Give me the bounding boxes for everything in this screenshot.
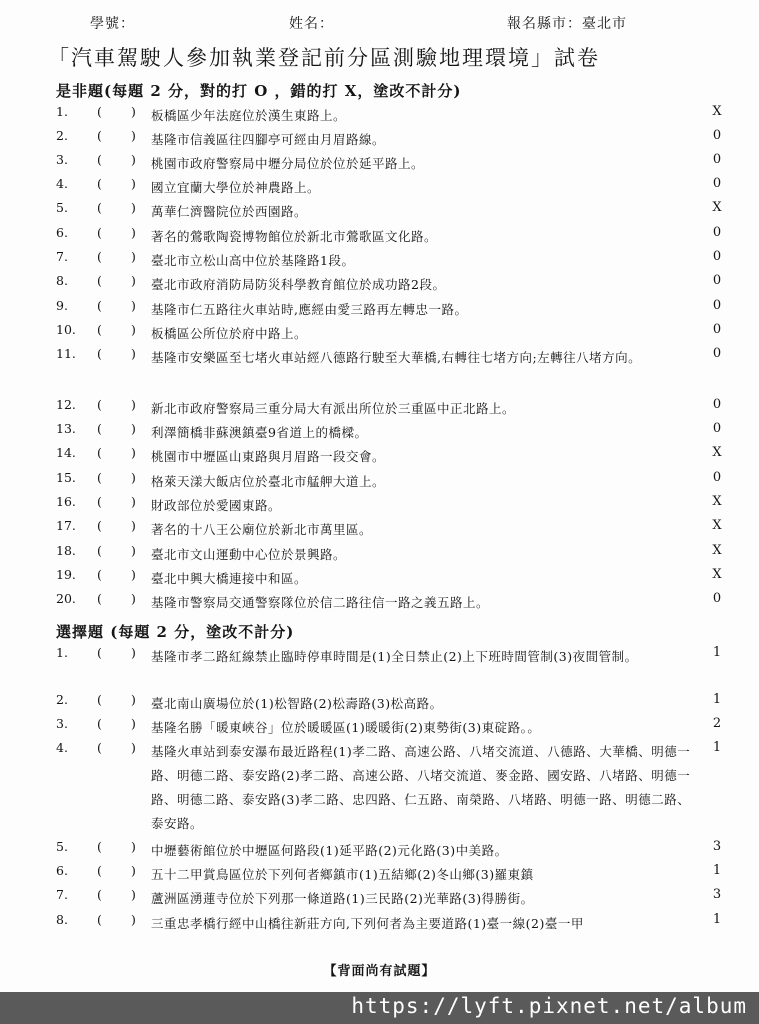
question-number: 5. bbox=[56, 839, 68, 854]
question-text: 臺北市立松山高中位於基隆路1段。 bbox=[151, 253, 355, 268]
answer-key: 1 bbox=[712, 863, 722, 878]
question-text: 基隆火車站到泰安瀑布最近路程(1)孝二路、高速公路、八堵交流道、八德路、大華橋、明德一路、明德二路、泰安路(2)孝二路、高速公路、八堵交流道、麥金路、國安路、八堵路、明德一路、明德二路、泰安路(3)孝二路、忠四路、仁五路、南榮路、八堵路、明德一路、明德二路、泰安路。 bbox=[151, 744, 691, 831]
answer-blank-close-paren: ) bbox=[131, 273, 136, 288]
answer-blank[interactable] bbox=[97, 518, 141, 533]
answer-blank[interactable] bbox=[97, 128, 141, 143]
county-label: 報名縣市：臺北市 bbox=[507, 16, 627, 32]
question-number: 8. bbox=[56, 912, 68, 927]
answer-blank[interactable] bbox=[97, 104, 141, 119]
question-number: 9. bbox=[56, 298, 68, 313]
answer-blank[interactable] bbox=[97, 716, 141, 731]
answer-blank[interactable] bbox=[97, 421, 141, 436]
question-text: 臺北市文山運動中心位於景興路。 bbox=[151, 547, 347, 562]
answer-blank-open-paren: ( bbox=[97, 200, 102, 215]
question-number: 1. bbox=[56, 645, 68, 660]
question-number: 4. bbox=[56, 176, 68, 191]
answer-blank-open-paren: ( bbox=[97, 887, 102, 902]
answer-blank-open-paren: ( bbox=[97, 543, 102, 558]
answer-blank-close-paren: ) bbox=[131, 152, 136, 167]
question-text: 桃園市中壢區山東路與月眉路一段交會。 bbox=[151, 449, 386, 464]
answer-blank-open-paren: ( bbox=[97, 397, 102, 412]
question-number: 17. bbox=[56, 518, 76, 533]
question-text: 蘆洲區湧蓮寺位於下列那一條道路(1)三民路(2)光華路(3)得勝街。 bbox=[151, 891, 534, 906]
answer-blank[interactable] bbox=[97, 839, 141, 854]
answer-key: X bbox=[712, 445, 722, 460]
question-number: 1. bbox=[56, 104, 68, 119]
question-text: 基隆名勝「暖東峽谷」位於暖暖區(1)暖暖街(2)東勢街(3)東碇路。。 bbox=[151, 720, 541, 735]
question-number: 16. bbox=[56, 494, 76, 509]
answer-key: 0 bbox=[712, 591, 722, 606]
answer-key: X bbox=[712, 200, 722, 215]
answer-key: 0 bbox=[712, 322, 722, 337]
question-text: 利澤簡橋非蘇澳鎮臺9省道上的橋樑。 bbox=[151, 425, 368, 440]
answer-blank-close-paren: ) bbox=[131, 346, 136, 361]
answer-key: 3 bbox=[712, 839, 722, 854]
question-number: 14. bbox=[56, 445, 76, 460]
question-number: 7. bbox=[56, 887, 68, 902]
answer-key: 1 bbox=[712, 740, 722, 755]
question-text: 財政部位於愛國東路。 bbox=[151, 498, 282, 513]
question-text: 基隆市孝二路紅線禁止臨時停車時間是(1)全日禁止(2)上下班時間管制(3)夜間管制。 bbox=[151, 649, 638, 664]
answer-blank[interactable] bbox=[97, 494, 141, 509]
answer-blank[interactable] bbox=[97, 591, 141, 606]
question-text: 臺北南山廣場位於(1)松智路(2)松壽路(3)松高路。 bbox=[151, 696, 443, 711]
back-page-notice: 【背面尚有試題】 bbox=[323, 964, 436, 979]
question-number: 2. bbox=[56, 128, 68, 143]
answer-blank-open-paren: ( bbox=[97, 176, 102, 191]
answer-blank[interactable] bbox=[97, 567, 141, 582]
question-text: 板橋區少年法庭位於漢生東路上。 bbox=[151, 108, 347, 123]
answer-blank-open-paren: ( bbox=[97, 104, 102, 119]
answer-blank-close-paren: ) bbox=[131, 249, 136, 264]
answer-blank-open-paren: ( bbox=[97, 839, 102, 854]
answer-blank-open-paren: ( bbox=[97, 494, 102, 509]
answer-blank[interactable] bbox=[97, 397, 141, 412]
answer-blank-open-paren: ( bbox=[97, 128, 102, 143]
answer-blank-close-paren: ) bbox=[131, 298, 136, 313]
question-text: 國立宜蘭大學位於神農路上。 bbox=[151, 180, 321, 195]
question-text: 板橋區公所位於府中路上。 bbox=[151, 326, 308, 341]
answer-blank[interactable] bbox=[97, 740, 141, 755]
answer-blank-open-paren: ( bbox=[97, 152, 102, 167]
answer-key: 1 bbox=[712, 645, 722, 660]
answer-blank-close-paren: ) bbox=[131, 567, 136, 582]
question-text: 格萊天漾大飯店位於臺北市艋舺大道上。 bbox=[151, 474, 386, 489]
answer-key: X bbox=[712, 567, 722, 582]
answer-blank-close-paren: ) bbox=[131, 591, 136, 606]
answer-blank-open-paren: ( bbox=[97, 716, 102, 731]
question-number: 8. bbox=[56, 273, 68, 288]
answer-key: X bbox=[712, 518, 722, 533]
answer-key: X bbox=[712, 104, 722, 119]
answer-blank-close-paren: ) bbox=[131, 887, 136, 902]
answer-key: 0 bbox=[712, 298, 722, 313]
answer-key: 0 bbox=[712, 273, 722, 288]
answer-blank[interactable] bbox=[97, 445, 141, 460]
answer-blank-close-paren: ) bbox=[131, 912, 136, 927]
watermark-url: https://lyft.pixnet.net/album bbox=[351, 994, 747, 1018]
name-label: 姓名： bbox=[289, 16, 334, 32]
answer-blank[interactable] bbox=[97, 863, 141, 878]
answer-blank[interactable] bbox=[97, 298, 141, 313]
question-number: 6. bbox=[56, 863, 68, 878]
question-text: 基隆市信義區往四腳亭可經由月眉路線。 bbox=[151, 132, 386, 147]
answer-blank[interactable] bbox=[97, 273, 141, 288]
question-text: 基隆市安樂區至七堵火車站經八德路行駛至大華橋,右轉往七堵方向;左轉往八堵方向。 bbox=[151, 350, 642, 365]
question-text: 新北市政府警察局三重分局大有派出所位於三重區中正北路上。 bbox=[151, 401, 516, 416]
answer-blank-close-paren: ) bbox=[131, 716, 136, 731]
answer-blank[interactable] bbox=[97, 152, 141, 167]
question-number: 20. bbox=[56, 591, 76, 606]
answer-blank[interactable] bbox=[97, 912, 141, 927]
answer-blank-close-paren: ) bbox=[131, 645, 136, 660]
question-number: 10. bbox=[56, 322, 76, 337]
question-text: 基隆市警察局交通警察隊位於信二路往信一路之義五路上。 bbox=[151, 595, 490, 610]
question-text: 萬華仁濟醫院位於西園路。 bbox=[151, 204, 308, 219]
true-false-heading: 是非題(每題 2 分，對的打 O ，錯的打 X，塗改不計分) bbox=[56, 82, 462, 100]
question-number: 7. bbox=[56, 249, 68, 264]
answer-key: 0 bbox=[712, 470, 722, 485]
answer-blank-open-paren: ( bbox=[97, 421, 102, 436]
question-text: 臺北中興大橋連接中和區。 bbox=[151, 571, 308, 586]
answer-key: 2 bbox=[712, 716, 722, 731]
answer-blank[interactable] bbox=[97, 225, 141, 240]
answer-key: 0 bbox=[712, 176, 722, 191]
answer-blank-close-paren: ) bbox=[131, 104, 136, 119]
answer-blank-close-paren: ) bbox=[131, 543, 136, 558]
answer-key: 0 bbox=[712, 128, 722, 143]
answer-blank-open-paren: ( bbox=[97, 346, 102, 361]
answer-blank-open-paren: ( bbox=[97, 225, 102, 240]
question-number: 18. bbox=[56, 543, 76, 558]
answer-blank-open-paren: ( bbox=[97, 470, 102, 485]
answer-blank-close-paren: ) bbox=[131, 200, 136, 215]
answer-key: X bbox=[712, 543, 722, 558]
question-number: 3. bbox=[56, 716, 68, 731]
question-number: 3. bbox=[56, 152, 68, 167]
question-text: 桃園市政府警察局中壢分局位於位於延平路上。 bbox=[151, 156, 425, 171]
answer-key: 0 bbox=[712, 397, 722, 412]
question-number: 13. bbox=[56, 421, 76, 436]
answer-blank-open-paren: ( bbox=[97, 298, 102, 313]
question-text: 中壢藝術館位於中壢區何路段(1)延平路(2)元化路(3)中美路。 bbox=[151, 843, 508, 858]
multiple-choice-heading: 選擇題 (每題 2 分，塗改不計分) bbox=[56, 623, 295, 641]
answer-blank[interactable] bbox=[97, 346, 141, 361]
question-text: 五十二甲賞鳥區位於下列何者鄉鎮市(1)五結鄉(2)冬山鄉(3)羅東鎮 bbox=[151, 867, 534, 882]
answer-key: 0 bbox=[712, 421, 722, 436]
answer-blank-open-paren: ( bbox=[97, 740, 102, 755]
answer-blank-close-paren: ) bbox=[131, 839, 136, 854]
answer-key: 0 bbox=[712, 225, 722, 240]
answer-key: 1 bbox=[712, 692, 722, 707]
question-number: 6. bbox=[56, 225, 68, 240]
question-number: 11. bbox=[56, 346, 76, 361]
answer-key: 1 bbox=[712, 912, 722, 927]
answer-blank[interactable] bbox=[97, 470, 141, 485]
question-number: 15. bbox=[56, 470, 76, 485]
answer-blank-open-paren: ( bbox=[97, 863, 102, 878]
answer-blank-open-paren: ( bbox=[97, 518, 102, 533]
answer-blank-close-paren: ) bbox=[131, 494, 136, 509]
answer-blank-close-paren: ) bbox=[131, 225, 136, 240]
answer-blank-close-paren: ) bbox=[131, 470, 136, 485]
answer-blank[interactable] bbox=[97, 200, 141, 215]
answer-blank-open-paren: ( bbox=[97, 273, 102, 288]
answer-key: 0 bbox=[712, 346, 722, 361]
question-number: 2. bbox=[56, 692, 68, 707]
answer-blank-close-paren: ) bbox=[131, 322, 136, 337]
watermark-bar bbox=[0, 992, 759, 1024]
answer-blank[interactable] bbox=[97, 645, 141, 660]
answer-blank-close-paren: ) bbox=[131, 421, 136, 436]
answer-blank[interactable] bbox=[97, 692, 141, 707]
answer-blank-open-paren: ( bbox=[97, 322, 102, 337]
question-number: 12. bbox=[56, 397, 76, 412]
question-text: 基隆市仁五路往火車站時,應經由愛三路再左轉忠一路。 bbox=[151, 302, 468, 317]
answer-key: 3 bbox=[712, 887, 722, 902]
question-text: 著名的鶯歌陶瓷博物館位於新北市鶯歌區文化路。 bbox=[151, 229, 438, 244]
question-number: 4. bbox=[56, 740, 68, 755]
answer-blank-close-paren: ) bbox=[131, 445, 136, 460]
question-text: 三重忠孝橋行經中山橋往新莊方向,下列何者為主要道路(1)臺一線(2)臺一甲 bbox=[151, 916, 584, 931]
answer-blank[interactable] bbox=[97, 543, 141, 558]
answer-blank-close-paren: ) bbox=[131, 397, 136, 412]
question-text: 臺北市政府消防局防災科學教育館位於成功路2段。 bbox=[151, 277, 446, 292]
answer-blank-open-paren: ( bbox=[97, 645, 102, 660]
answer-blank-close-paren: ) bbox=[131, 692, 136, 707]
answer-blank[interactable] bbox=[97, 322, 141, 337]
answer-blank-close-paren: ) bbox=[131, 518, 136, 533]
answer-blank-close-paren: ) bbox=[131, 740, 136, 755]
answer-key: 0 bbox=[712, 249, 722, 264]
question-number: 19. bbox=[56, 567, 76, 582]
exam-title: 「汽車駕駛人參加執業登記前分區測驗地理環境」試卷 bbox=[48, 46, 600, 70]
answer-blank-open-paren: ( bbox=[97, 591, 102, 606]
question-number: 5. bbox=[56, 200, 68, 215]
answer-blank-open-paren: ( bbox=[97, 692, 102, 707]
answer-blank-open-paren: ( bbox=[97, 567, 102, 582]
answer-blank-close-paren: ) bbox=[131, 863, 136, 878]
answer-blank-close-paren: ) bbox=[131, 176, 136, 191]
question-text: 著名的十八王公廟位於新北市萬里區。 bbox=[151, 522, 373, 537]
answer-blank[interactable] bbox=[97, 887, 141, 902]
answer-blank-open-paren: ( bbox=[97, 445, 102, 460]
answer-blank[interactable] bbox=[97, 176, 141, 191]
answer-blank-open-paren: ( bbox=[97, 912, 102, 927]
answer-blank-close-paren: ) bbox=[131, 128, 136, 143]
answer-key: X bbox=[712, 494, 722, 509]
student-number-label: 學號： bbox=[90, 16, 135, 32]
answer-blank[interactable] bbox=[97, 249, 141, 264]
answer-key: 0 bbox=[712, 152, 722, 167]
answer-blank-open-paren: ( bbox=[97, 249, 102, 264]
